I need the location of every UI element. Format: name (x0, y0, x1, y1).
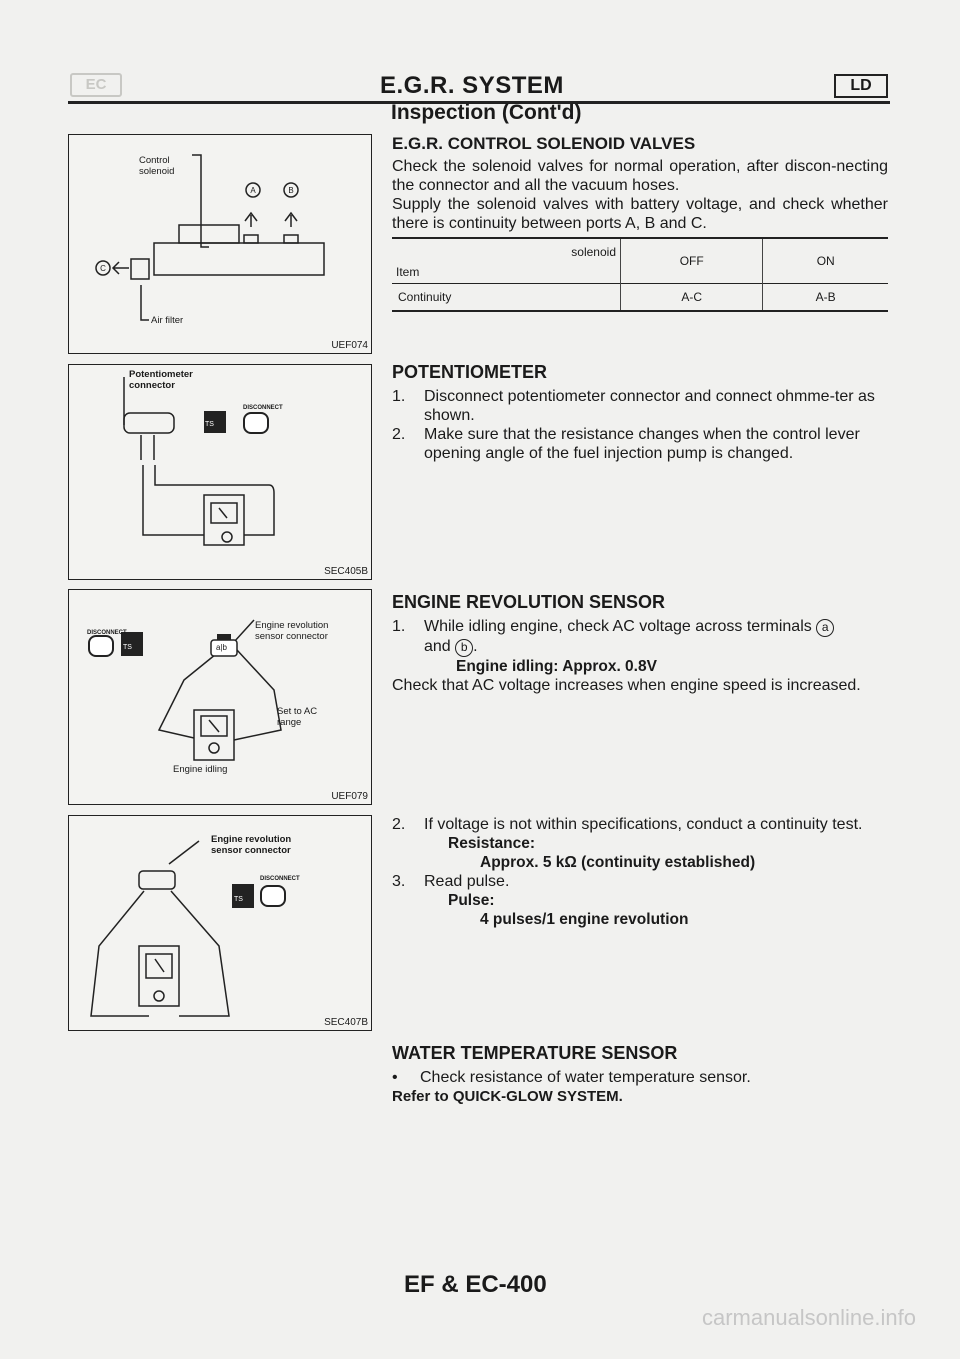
solenoid-drawing (69, 135, 371, 353)
step-number: 1. (392, 388, 406, 405)
step-text: Read pulse. (424, 873, 510, 890)
paragraph: Supply the solenoid valves with battery voltage, and check whether there is continuity between ports A, B and C. (392, 196, 888, 232)
step-text: Disconnect potentiometer connector and connect ohmme-ter as shown. (424, 388, 875, 424)
label-control-solenoid: Control solenoid (139, 155, 175, 177)
column-header-off: OFF (621, 238, 763, 284)
section-heading: ENGINE REVOLUTION SENSOR (392, 592, 666, 612)
step-number: 2. (392, 816, 406, 833)
table-corner-cell (392, 238, 621, 284)
disconnect-icon: DISCONNECT (87, 630, 127, 636)
step-text: While idling engine, check AC voltage across terminals a and b . (424, 617, 834, 657)
step-text-part: and (424, 638, 451, 655)
section-heading: E.G.R. CONTROL SOLENOID VALVES (392, 134, 696, 153)
label-engine-idling: Engine idling (173, 764, 228, 775)
figure-code: UEF074 (331, 340, 368, 351)
rev-sensor-continuity (392, 815, 888, 929)
egr-valves-section (392, 134, 888, 312)
ts-icon: TS (205, 421, 214, 428)
disconnect-icon: DISCONNECT (260, 876, 300, 882)
cell-on: A-B (763, 284, 888, 312)
figure-rev-sensor-continuity (68, 815, 372, 1031)
list-item (392, 617, 888, 657)
figure-code: SEC405B (324, 566, 368, 577)
step-number: 1. (392, 618, 406, 635)
step-number: 2. (392, 426, 406, 443)
engine-badge: LD (834, 74, 888, 98)
figure-potentiometer (68, 364, 372, 580)
figure-code: UEF079 (331, 791, 368, 802)
step-text: Make sure that the resistance changes when the control lever opening angle of the fuel injection pump is changed. (424, 426, 860, 462)
list-item (392, 387, 888, 425)
connector-terminals: a|b (216, 643, 227, 652)
label-sensor-connector: Engine revolution sensor connector (255, 620, 329, 642)
bullet-icon: • (392, 1069, 398, 1086)
corner-top: solenoid (571, 245, 616, 259)
terminal-b-icon: b (455, 639, 473, 657)
list-item (392, 872, 888, 891)
watermark: carmanualsonline.info (701, 1305, 916, 1330)
spec-value: 4 pulses/1 engine revolution (480, 911, 689, 928)
rev-sensor-section (392, 592, 888, 695)
figure-code: SEC407B (324, 1017, 368, 1028)
port-a-label: A (250, 186, 256, 195)
spec-value: Engine idling: Approx. 0.8V (456, 658, 657, 675)
paragraph: Check the solenoid valves for normal operation, after discon-necting the connector and all the vacuum hoses. (392, 158, 888, 194)
step-text-part: While idling engine, check AC voltage across terminals (424, 618, 812, 635)
column-header-on: ON (763, 238, 888, 284)
section-heading: POTENTIOMETER (392, 362, 548, 382)
terminal-a-icon: a (816, 619, 834, 637)
figure-rev-sensor-voltage (68, 589, 372, 805)
figure-egr-solenoid (68, 134, 372, 354)
list-item (392, 815, 888, 834)
disconnect-icon: DISCONNECT (243, 405, 283, 411)
ts-icon: TS (234, 896, 243, 903)
corner-bottom: Item (396, 265, 420, 279)
row-label: Continuity (398, 290, 452, 304)
label-potentiometer-connector: Potentiometer connector (129, 369, 193, 391)
port-c-label: C (100, 264, 106, 273)
paragraph: Check that AC voltage increases when engine speed is increased. (392, 677, 861, 694)
list-item (392, 425, 888, 463)
continuity-drawing (69, 816, 371, 1030)
section-title: Inspection (Cont'd) (391, 101, 582, 124)
water-temp-section (392, 1043, 888, 1106)
cell-off: A-C (621, 284, 763, 312)
bullet-text: Check resistance of water temperature sensor. (420, 1069, 751, 1086)
list-item (392, 1068, 888, 1087)
spec-label: Pulse: (448, 892, 495, 909)
ts-icon: TS (123, 644, 132, 651)
potentiometer-section (392, 362, 888, 463)
label-sensor-connector: Engine revolution sensor connector (211, 834, 292, 856)
page-title: E.G.R. SYSTEM (380, 72, 564, 99)
refer-note: Refer to QUICK-GLOW SYSTEM. (392, 1088, 623, 1105)
label-set-ac-range: Set to AC range (277, 706, 318, 728)
step-text: If voltage is not within specifications, conduct a continuity test. (424, 816, 863, 833)
port-b-label: B (288, 186, 294, 195)
continuity-table (392, 237, 888, 312)
section-heading: WATER TEMPERATURE SENSOR (392, 1043, 678, 1063)
page-number: EF & EC-400 (404, 1271, 547, 1298)
spec-label: Resistance: (448, 835, 536, 852)
label-air-filter: Air filter (151, 315, 184, 326)
potentiometer-drawing (69, 365, 371, 579)
chapter-tag: EC (70, 73, 122, 97)
step-number: 3. (392, 873, 406, 890)
spec-value: Approx. 5 kΩ (continuity established) (480, 854, 756, 871)
